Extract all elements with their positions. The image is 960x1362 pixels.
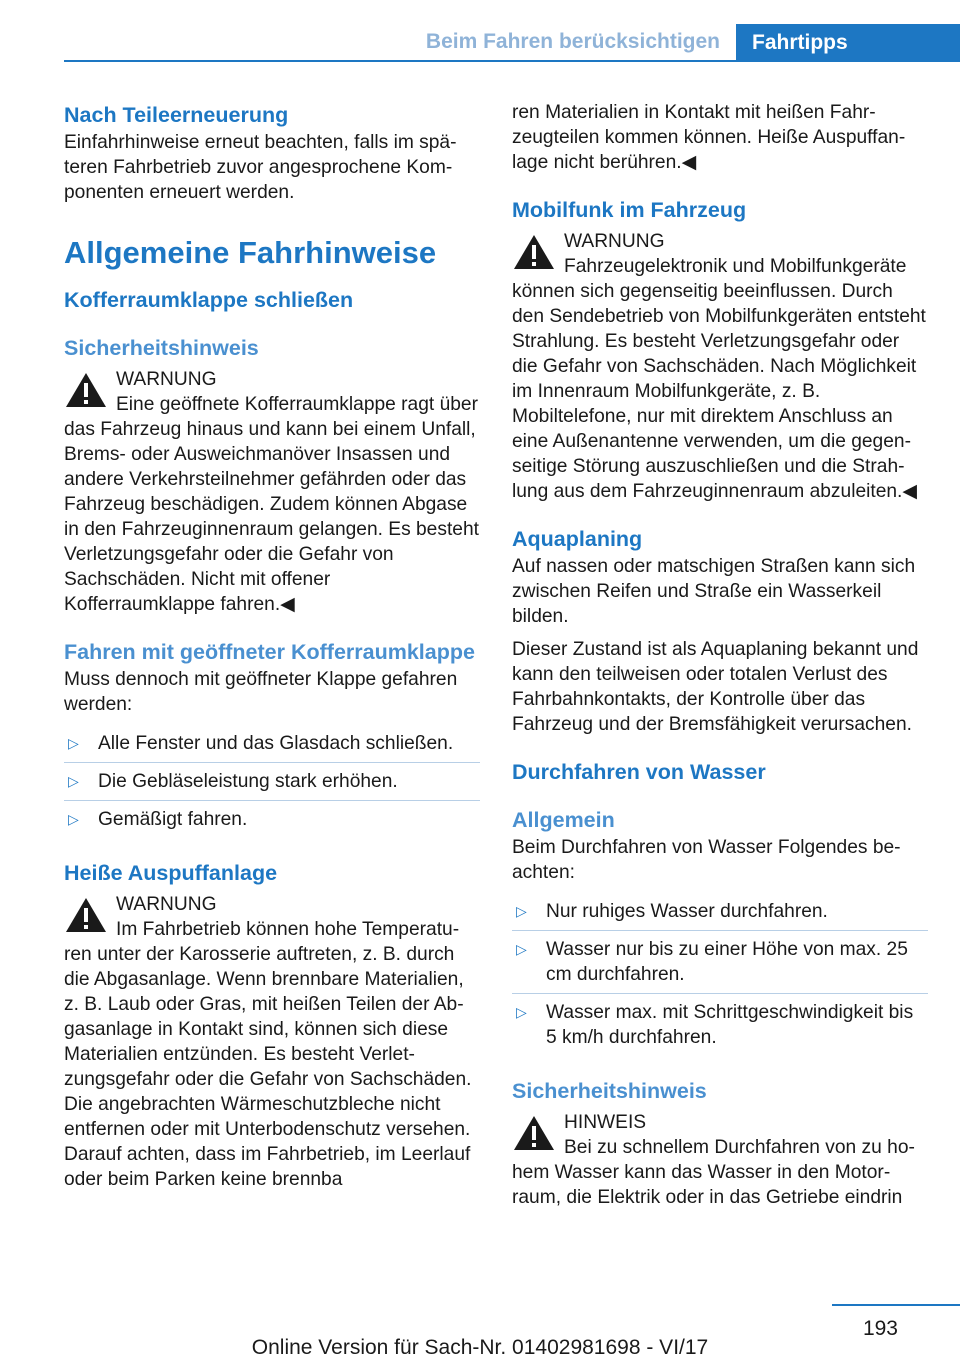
instruction-list xyxy=(512,893,928,1056)
notice-block xyxy=(512,1108,928,1210)
footer-rule xyxy=(832,1304,960,1306)
list-item-text: Alle Fenster und das Glasdach schließen. xyxy=(98,733,454,754)
heading-teileerneuerung: Nach Teileerneuerung xyxy=(64,103,289,127)
warning-triangle-icon xyxy=(512,233,556,271)
list-item xyxy=(512,893,928,931)
warning-triangle-icon xyxy=(512,1114,556,1152)
bullet-triangle-icon: ▷ xyxy=(516,903,527,919)
warning-triangle-icon xyxy=(64,371,108,409)
header-rule xyxy=(64,60,960,62)
right-column xyxy=(512,100,928,1218)
paragraph-aquaplaning-2: Dieser Zustand ist als Aquaplaning bekannt und kann den teilweisen oder totalen Verlust des Fahrbahnkontakts, der Kontrolle über das Fahrzeug und der Bremsfähigkeit verursachen. xyxy=(512,639,919,735)
warning-block xyxy=(64,890,480,1192)
heading-sicherheitshinweis-2: Sicherheitshinweis xyxy=(512,1079,707,1103)
bullet-triangle-icon: ▷ xyxy=(68,773,79,789)
list-item-text: Wasser max. mit Schrittgeschwindigkeit bis 5 km/h durchfahren. xyxy=(546,1002,914,1048)
chapter-heading: Allgemeine Fahrhinweise xyxy=(64,235,437,270)
bullet-triangle-icon: ▷ xyxy=(68,735,79,751)
notice-title: HINWEIS xyxy=(564,1112,647,1133)
page-number: 193 xyxy=(862,1317,898,1340)
left-column xyxy=(64,102,480,1200)
warning-title: WARNUNG xyxy=(564,231,665,252)
heading-durchfahren-wasser: Durchfahren von Wasser xyxy=(512,760,766,784)
footer-text: Online Version für Sach-Nr. 01402981698 - VI/17 xyxy=(251,1336,709,1359)
list-item xyxy=(512,994,928,1056)
paragraph-fahren-geoeffnet: Muss dennoch mit geöffneter Klappe gefahren werden: xyxy=(64,669,458,715)
heading-kofferraumklappe: Kofferraumklappe schließen xyxy=(64,288,354,312)
list-item xyxy=(64,725,480,763)
heading-auspuffanlage: Heiße Auspuffanlage xyxy=(64,861,278,885)
paragraph-allgemein: Beim Durchfahren von Wasser Folgendes beachten: xyxy=(512,837,901,883)
heading-allgemein: Allgemein xyxy=(512,808,615,832)
warning-title: WARNUNG xyxy=(116,894,217,915)
paragraph-aquaplaning-1: Auf nassen oder matschigen Straßen kann sich zwischen Reifen und Straße ein Wasserkeil bilden. xyxy=(512,556,916,627)
warning-text: Eine geöffnete Kofferraumklappe ragt über das Fahrzeug hinaus und kann bei einem Unfall, Brems- oder Ausweichmanöver Insassen und andere Verkehrsteilnehmer gefährden oder das Fahrzeug beschädigen. Zudem können Abgase in den Fahrzeuginnenraum gelangen. Es besteht Verletzungsgefahr oder die Gefahr von Sachschäden. Nicht mit offener Kofferraumklappe fahren.◀ xyxy=(64,394,479,615)
list-item-text: Gemäßigt fahren. xyxy=(98,809,248,830)
paragraph-teileerneuerung: Einfahrhinweise erneut beachten, falls im späteren Fahrbetrieb zuvor angesprochene Komponenten erneuert werden. xyxy=(64,132,457,203)
bullet-triangle-icon: ▷ xyxy=(516,1004,527,1020)
bullet-triangle-icon: ▷ xyxy=(68,811,79,827)
list-item xyxy=(64,763,480,801)
warning-text: Fahrzeugelektronik und Mobilfunkgeräte können sich gegenseitig beeinflussen. Durch den Sendebetrieb von Mobilfunkgeräten entsteht Strahlung. Es besteht Verletzungsgefahr oder die Gefahr von Sachschäden. Nach Möglichkeit im Innenraum Mobilfunkgeräte, z. B. Mobiltelefone, nur mit direktem Anschluss an eine Außenantenne verwenden, um die gegenseitige Störung auszuschließen und die Strahlung aus dem Fahrzeuginnenraum abzuleiten.◀ xyxy=(512,256,926,502)
header-section-title: Beim Fahren berücksichtigen xyxy=(425,30,720,53)
page-header xyxy=(0,0,960,62)
warning-block xyxy=(512,227,928,504)
heading-fahren-geoeffnet: Fahren mit geöffneter Kofferraumklappe xyxy=(64,640,475,664)
warning-title: WARNUNG xyxy=(116,369,217,390)
list-item-text: Die Gebläseleistung stark erhöhen. xyxy=(98,771,398,792)
warning-text: Im Fahrbetrieb können hohe Temperaturen unter der Karosserie auftreten, z. B. durch die Abgasanlage. Wenn brennbare Materialien, z. B. Laub oder Gras, mit heißen Teilen der Abgasanlage in Kontakt sind, können sich diese Materialien entzünden. Es besteht Verletzungsgefahr oder die Gefahr von Sachschäden. Die angebrachten Wärmeschutzbleche nicht entfernen oder mit Unterbodenschutz versehen. Darauf achten, dass im Fahrbetrieb, im Leerlauf oder beim Parken keine brennba xyxy=(64,919,472,1190)
heading-aquaplaning: Aquaplaning xyxy=(512,527,643,551)
list-item xyxy=(512,931,928,994)
heading-mobilfunk: Mobilfunk im Fahrzeug xyxy=(512,198,747,222)
list-item-text: Nur ruhiges Wasser durchfahren. xyxy=(546,901,828,922)
list-item-text: Wasser nur bis zu einer Höhe von max. 25 cm durchfahren. xyxy=(546,939,908,985)
warning-block xyxy=(64,365,480,617)
bullet-triangle-icon: ▷ xyxy=(516,941,527,957)
warning-triangle-icon xyxy=(64,896,108,934)
notice-text: Bei zu schnellem Durchfahren von zu hohem Wasser kann das Wasser in den Motorraum, die Elektrik oder in das Getriebe eindrin xyxy=(512,1137,915,1208)
instruction-list xyxy=(64,725,480,838)
heading-sicherheitshinweis: Sicherheitshinweis xyxy=(64,336,259,360)
header-chapter-tab: Fahrtipps xyxy=(736,24,960,60)
list-item xyxy=(64,801,480,838)
paragraph-continued: ren Materialien in Kontakt mit heißen Fahrzeugteilen kommen können. Heiße Auspuffanlage nicht berühren.◀ xyxy=(512,102,906,173)
